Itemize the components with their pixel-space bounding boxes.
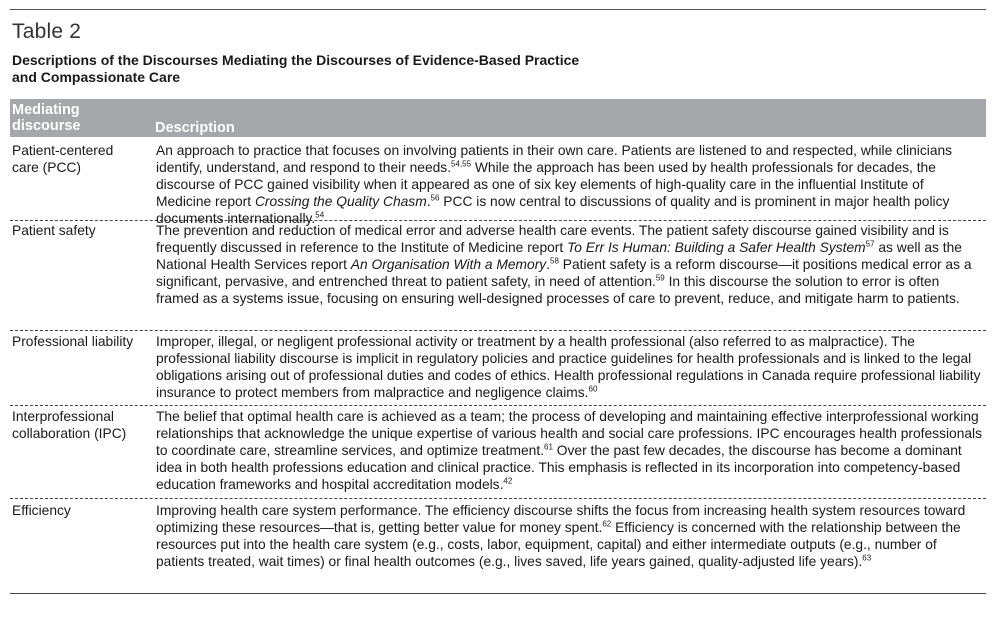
row-description: [156, 503, 986, 593]
desc-text: as well as the National Health Services report: [156, 239, 962, 272]
desc-text: Improper, illegal, or negligent professional activity or treatment by a health professional (also referred to as malpractice). The professional liability discourse is implicit in regulatory policies and practice guidelines for health professionals and is linked to the legal obligations arising out of professional duties and codes of ethics. Health professional regulations in Canada require professional liability insurance to protect members from malpractice and negligence claims.: [156, 334, 981, 400]
row-description: [156, 143, 986, 226]
header-col1-line2: discourse: [12, 118, 81, 134]
citation-superscript: 54: [315, 210, 325, 220]
term-line-1: Patient-centered: [12, 143, 114, 158]
table-caption: [12, 52, 692, 86]
desc-text: .: [546, 256, 551, 272]
citation-superscript: 59: [655, 273, 665, 283]
row-term: [10, 143, 156, 220]
report-title: Crossing the Quality Chasm: [254, 193, 427, 209]
row-term: [10, 409, 156, 498]
citation-superscript: 57: [865, 239, 875, 249]
header-description: Description: [155, 120, 235, 136]
table-row: [10, 221, 986, 331]
term-line-2: collaboration (IPC): [12, 425, 127, 441]
top-rule: [10, 9, 986, 10]
citation-superscript: 61: [544, 442, 553, 452]
discourse-table: [10, 99, 986, 594]
term-line-1: Interprofessional: [12, 409, 115, 424]
report-title: An Organisation With a Memory: [350, 256, 547, 272]
table-header: [10, 99, 986, 137]
row-description: [156, 409, 986, 498]
term-line-2: care (PCC): [12, 159, 81, 175]
desc-text: Efficiency is concerned with the relationship between the resources put into the health care system (e.g., costs, labor, equipment, capital) and either intermediate outputs (e.g., number of patients treated, wait times) or final health outcomes (e.g., lives saved, life years gained, quality-adjusted life years).: [156, 519, 961, 569]
desc-text: Over the past few decades, the discourse has become a dominant idea in both health professions education and clinical practice. This emphasis is reflected in its incorporation into competency-based education frameworks and hospital accreditation models.: [156, 442, 962, 492]
row-description: [156, 334, 986, 405]
table-label: Table 2: [12, 20, 82, 43]
citation-superscript: 60: [588, 384, 598, 394]
header-mediating-discourse: [10, 99, 155, 137]
header-col1-line1: Mediating: [12, 102, 80, 118]
desc-text: The prevention and reduction of medical error and adverse health care events. The patient safety discourse gained visibility and is frequently discussed in reference to the Institute of Medicine report: [156, 223, 949, 255]
table-row: [10, 137, 986, 226]
table-row: [10, 406, 986, 499]
row-term: Patient safety: [12, 223, 96, 238]
citation-superscript: 63: [862, 553, 872, 563]
table-row: [10, 499, 986, 594]
row-description: [156, 223, 986, 330]
citation-superscript: 58: [550, 256, 559, 266]
table-row: [10, 331, 986, 406]
desc-text: Patient safety is a reform discourse—it positions medical error as a significant, pervasive, and entrenched threat to patient safety, in need of attention.: [156, 256, 972, 289]
citation-superscript: 54,55: [451, 159, 472, 169]
row-term: Professional liability: [12, 334, 134, 349]
report-title: To Err Is Human: Building a Safer Health System: [567, 239, 866, 255]
caption-line-2: and Compassionate Care: [12, 69, 181, 85]
desc-text: An approach to practice that focuses on involving patients in their own care. Patients are listened to and respected, while clinicians identify, understand, and respond to their needs.: [156, 143, 953, 175]
row-term: Efficiency: [12, 503, 71, 518]
citation-superscript: 62: [602, 519, 612, 529]
desc-text: Improving health care system performance. The efficiency discourse shifts the focus from increasing health system resources toward optimizing these resources—that is, getting better value for money spent.: [156, 503, 966, 535]
citation-superscript: 56: [430, 193, 440, 203]
desc-text: In this discourse the solution to error is often framed as a systems issue, focusing on ensuring well-designed processes of care to prevent, reduce, and mitigate harm to patients.: [156, 273, 960, 306]
desc-text: .: [426, 193, 431, 209]
desc-text: The belief that optimal health care is achieved as a team; the process of developing and maintaining effective interprofessional working relationships that acknowledge the unique expertise of various health and social care professions. IPC encourages health professionals to coordinate care, streamline services, and optimize treatment.: [156, 409, 983, 458]
desc-text: PCC is now central to discussions of quality and is prominent in major health policy documents internationally.: [156, 193, 950, 226]
desc-text: While the approach has been used by health professionals for decades, the discourse of PCC gained visibility when it appeared as one of six key elements of high-quality care in the influential Institute of Medicine report: [156, 159, 936, 209]
citation-superscript: 42: [503, 476, 513, 486]
caption-line-1: Descriptions of the Discourses Mediating the Discourses of Evidence-Based Practice: [12, 52, 580, 68]
